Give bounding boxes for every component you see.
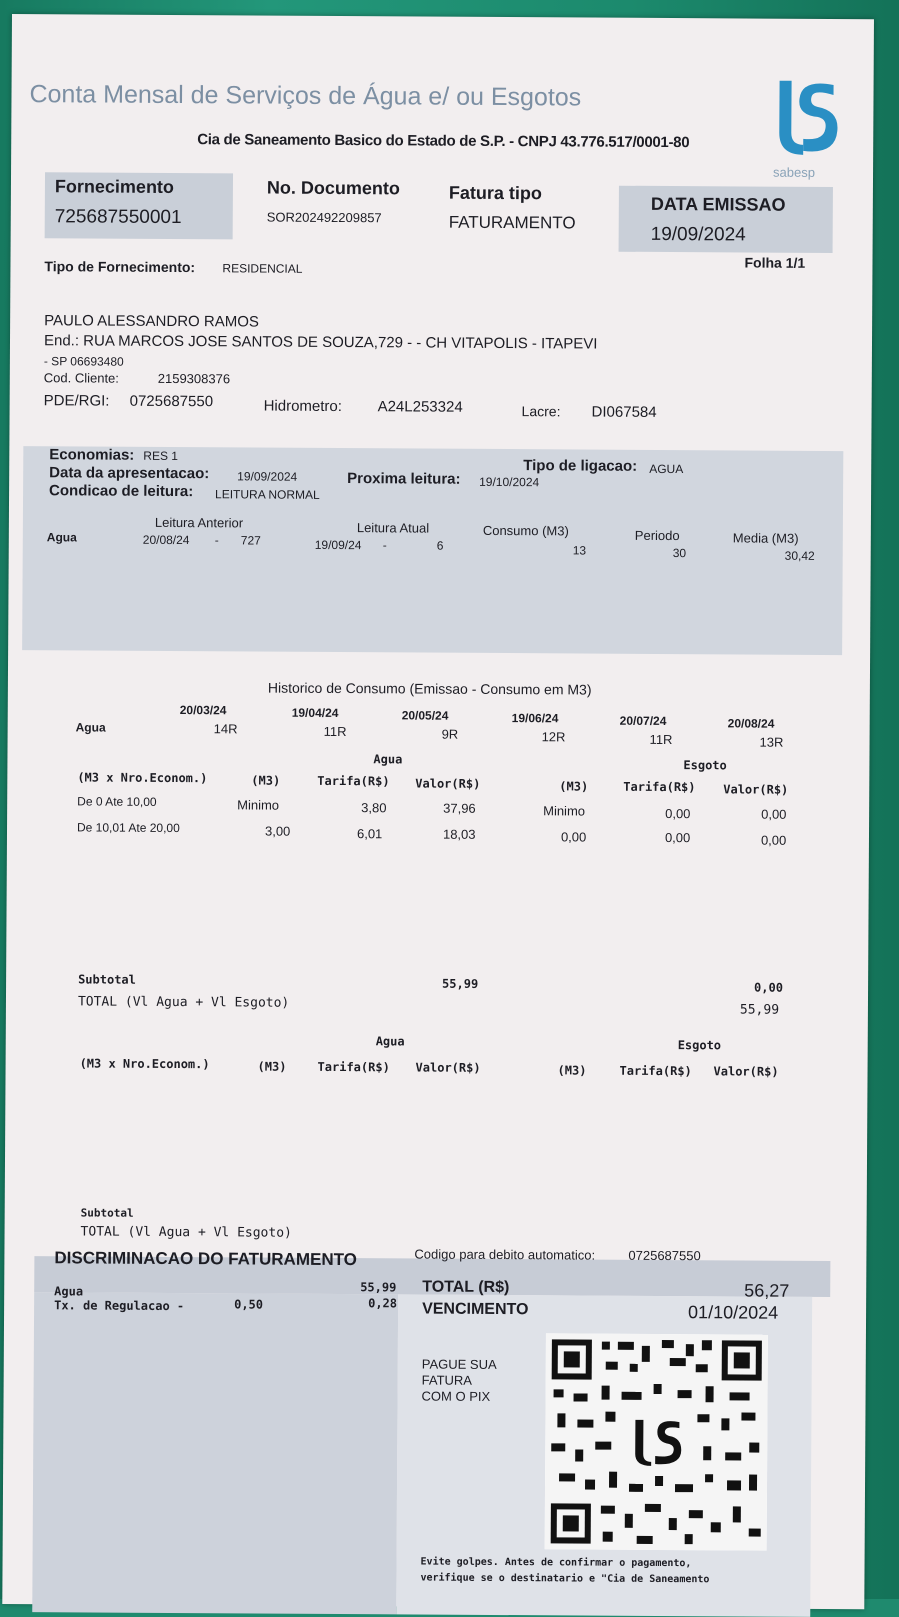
documento-label: No. Documento bbox=[266, 177, 401, 199]
tarifa2-col-tarifa-esg: Tarifa(R$) bbox=[619, 1063, 692, 1079]
tarifa1-total-label: TOTAL (Vl Agua + Vl Esgoto) bbox=[77, 994, 290, 1011]
bill-title: Conta Mensal de Serviços de Água e/ ou Esgotos bbox=[29, 80, 582, 112]
tarifa2-col-faixa: (M3 x Nro.Econom.) bbox=[79, 1056, 210, 1072]
tarifa2-subtotal-label: Subtotal bbox=[80, 1206, 134, 1220]
economias-value: RES 1 bbox=[143, 448, 179, 464]
periodo-value: 30 bbox=[672, 546, 687, 561]
leitura-atual-label: Leitura Atual bbox=[356, 520, 430, 536]
tarifa1-col-faixa: (M3 x Nro.Econom.) bbox=[77, 770, 208, 786]
tarifa1-row-esg-tarifa: 0,00 bbox=[664, 830, 691, 846]
tarifa1-col-valor-esg: Valor(R$) bbox=[723, 782, 789, 797]
historico-value: 9R bbox=[441, 726, 459, 742]
pix-text-line1: PAGUE SUA bbox=[421, 1356, 497, 1372]
historico-value: 11R bbox=[323, 723, 347, 740]
tarifa1-agua-header: Agua bbox=[373, 752, 403, 767]
historico-date: 19/04/24 bbox=[291, 705, 339, 721]
tarifa2-col-m3-esg: (M3) bbox=[557, 1063, 587, 1078]
historico-value: 14R bbox=[213, 721, 238, 737]
tarifa1-row-agua-valor: 37,96 bbox=[443, 800, 476, 816]
tarifa1-subtotal-label: Subtotal bbox=[78, 972, 136, 987]
leitura-anterior-dash: - bbox=[214, 533, 219, 548]
historico-value: 11R bbox=[649, 731, 673, 748]
tarifa1-row-agua-tarifa: 6,01 bbox=[356, 826, 383, 842]
vencimento-label: VENCIMENTO bbox=[422, 1300, 529, 1319]
tarifa1-row-esg-m3: 0,00 bbox=[560, 829, 587, 845]
tipo-ligacao-label: Tipo de ligacao: bbox=[523, 457, 638, 475]
pix-qr-code[interactable] bbox=[545, 1333, 768, 1550]
vencimento-value: 01/10/2024 bbox=[688, 1302, 779, 1323]
warning-line1: Evite golpes. Antes de confirmar o pagamento, bbox=[420, 1556, 692, 1570]
brand-name: sabesp bbox=[773, 164, 816, 180]
leitura-anterior-date: 20/08/24 bbox=[142, 532, 190, 548]
historico-row-label: Agua bbox=[75, 720, 106, 735]
economias-label: Economias: bbox=[49, 446, 135, 464]
water-bill-receipt bbox=[2, 14, 874, 1609]
media-label: Media (M3) bbox=[732, 530, 799, 546]
tarifa1-row-faixa: De 0 Ate 10,00 bbox=[77, 794, 157, 809]
documento-value: SOR202492209857 bbox=[266, 209, 382, 226]
proxima-label: Proxima leitura: bbox=[347, 470, 461, 488]
fornecimento-label: Fornecimento bbox=[54, 176, 175, 197]
tarifa1-col-tarifa-esg: Tarifa(R$) bbox=[623, 779, 696, 795]
historico-value: 12R bbox=[541, 729, 566, 745]
tarifa2-col-tarifa: Tarifa(R$) bbox=[317, 1059, 390, 1075]
tarifa1-col-m3-esg: (M3) bbox=[559, 779, 589, 794]
pde-label: PDE/RGI: bbox=[43, 392, 110, 410]
historico-date: 19/06/24 bbox=[511, 711, 559, 726]
fatura-label: Fatura tipo bbox=[448, 182, 542, 204]
customer-name: PAULO ALESSANDRO RAMOS bbox=[44, 312, 259, 331]
pde-value: 0725687550 bbox=[129, 392, 214, 411]
consumo-label: Consumo (M3) bbox=[482, 522, 569, 539]
reading-row-label: Agua bbox=[46, 530, 77, 545]
fornecimento-value: 725687550001 bbox=[54, 206, 182, 229]
apresentacao-value: 19/09/2024 bbox=[237, 469, 298, 484]
sabesp-logo-icon bbox=[773, 75, 840, 159]
tarifa2-total-label: TOTAL (Vl Agua + Vl Esgoto) bbox=[80, 1224, 292, 1241]
cod-cliente-label: Cod. Cliente: bbox=[43, 370, 119, 386]
historico-date: 20/08/24 bbox=[727, 716, 775, 731]
tarifa2-col-valor: Valor(R$) bbox=[415, 1060, 481, 1075]
hidrometro-label: Hidrometro: bbox=[263, 397, 343, 416]
tarifa1-row-esg-valor: 0,00 bbox=[761, 806, 787, 822]
historico-value: 13R bbox=[759, 734, 784, 750]
tipo-ligacao-value: AGUA bbox=[649, 461, 684, 477]
leitura-atual-dash: - bbox=[382, 538, 387, 553]
leitura-anterior-value: 727 bbox=[240, 533, 261, 548]
fatura-value: FATURAMENTO bbox=[448, 212, 576, 233]
emissao-value: 19/09/2024 bbox=[650, 223, 746, 246]
historico-title: Historico de Consumo (Emissao - Consumo em M3) bbox=[267, 679, 592, 698]
item-regulacao-label: Tx. de Regulacao - bbox=[54, 1298, 185, 1314]
proxima-value: 19/10/2024 bbox=[479, 474, 540, 490]
historico-date: 20/07/24 bbox=[619, 713, 667, 729]
tarifa1-col-tarifa: Tarifa(R$) bbox=[317, 773, 390, 789]
lacre-label: Lacre: bbox=[521, 403, 561, 420]
consumo-value: 13 bbox=[572, 543, 587, 558]
debito-value: 0725687550 bbox=[628, 1247, 701, 1264]
faturamento-items-panel bbox=[32, 1292, 398, 1614]
tarifa2-agua-header: Agua bbox=[375, 1034, 405, 1049]
customer-address-line2: - SP 06693480 bbox=[43, 354, 124, 369]
lacre-value: DI067584 bbox=[591, 403, 657, 421]
historico-date: 20/05/24 bbox=[401, 708, 449, 723]
tarifa2-col-m3: (M3) bbox=[257, 1059, 287, 1074]
tarifa1-row-esg-valor: 0,00 bbox=[760, 832, 787, 848]
tarifa1-row-agua-tarifa: 3,80 bbox=[361, 800, 387, 816]
tarifa1-row-esg-tarifa: 0,00 bbox=[665, 806, 691, 822]
historico-date: 20/03/24 bbox=[179, 703, 227, 718]
emissao-label: DATA EMISSAO bbox=[650, 193, 786, 215]
tarifa2-col-valor-esg: Valor(R$) bbox=[713, 1064, 779, 1079]
condicao-value: LEITURA NORMAL bbox=[215, 487, 320, 502]
leitura-atual-date: 19/09/24 bbox=[314, 537, 362, 553]
leitura-anterior-label: Leitura Anterior bbox=[154, 514, 244, 531]
tarifa1-col-valor: Valor(R$) bbox=[415, 776, 481, 791]
tarifa1-subtotal-esgoto: 0,00 bbox=[754, 980, 784, 995]
pix-text-line2: FATURA bbox=[421, 1372, 473, 1388]
tarifa1-row-agua-m3: 3,00 bbox=[264, 823, 291, 839]
debito-label: Codigo para debito automatico: bbox=[414, 1246, 596, 1263]
tarifa1-esgoto-header: Esgoto bbox=[683, 758, 727, 773]
periodo-label: Periodo bbox=[634, 527, 680, 544]
tarifa1-col-m3: (M3) bbox=[251, 773, 281, 788]
warning-line2: verifique se o destinatario e "Cia de Saneamento bbox=[420, 1572, 710, 1586]
tarifa1-subtotal-agua: 55,99 bbox=[442, 976, 479, 991]
company-line: Cia de Saneamento Basico do Estado de S.P. - CNPJ 43.776.517/0001-80 bbox=[197, 131, 690, 152]
item-regulacao-value: 0,28 bbox=[368, 1296, 398, 1311]
item-agua-value: 55,99 bbox=[360, 1280, 397, 1295]
item-regulacao-rate: 0,50 bbox=[234, 1297, 264, 1312]
tarifa1-row-esg-m3: Minimo bbox=[543, 803, 586, 819]
faturamento-title: DISCRIMINACAO DO FATURAMENTO bbox=[54, 1248, 357, 1270]
condicao-label: Condicao de leitura: bbox=[49, 482, 194, 501]
tarifa1-total-value: 55,99 bbox=[739, 1002, 780, 1018]
total-label: TOTAL (R$) bbox=[422, 1278, 510, 1297]
tipo-fornecimento-value: RESIDENCIAL bbox=[222, 261, 303, 276]
hidrometro-value: A24L253324 bbox=[377, 398, 463, 416]
total-value: 56,27 bbox=[744, 1280, 790, 1301]
tarifa1-row-faixa: De 10,01 Ate 20,00 bbox=[76, 820, 180, 836]
folha-label: Folha 1/1 bbox=[744, 254, 806, 271]
media-value: 30,42 bbox=[784, 548, 815, 563]
leitura-atual-value: 6 bbox=[436, 538, 444, 553]
pix-text-line3: COM O PIX bbox=[421, 1388, 491, 1404]
cod-cliente-value: 2159308376 bbox=[157, 370, 231, 387]
customer-address-line1: End.: RUA MARCOS JOSE SANTOS DE SOUZA,729 - - CH VITAPOLIS - ITAPEVI bbox=[43, 332, 598, 353]
apresentacao-label: Data da apresentacao: bbox=[49, 464, 210, 483]
tarifa2-esgoto-header: Esgoto bbox=[677, 1038, 722, 1053]
tarifa1-row-agua-m3: Minimo bbox=[237, 797, 280, 813]
qr-code-icon bbox=[545, 1333, 768, 1550]
item-agua-label: Agua bbox=[54, 1284, 84, 1299]
tarifa1-row-agua-valor: 18,03 bbox=[442, 826, 476, 842]
tipo-fornecimento-label: Tipo de Fornecimento: bbox=[44, 258, 196, 276]
